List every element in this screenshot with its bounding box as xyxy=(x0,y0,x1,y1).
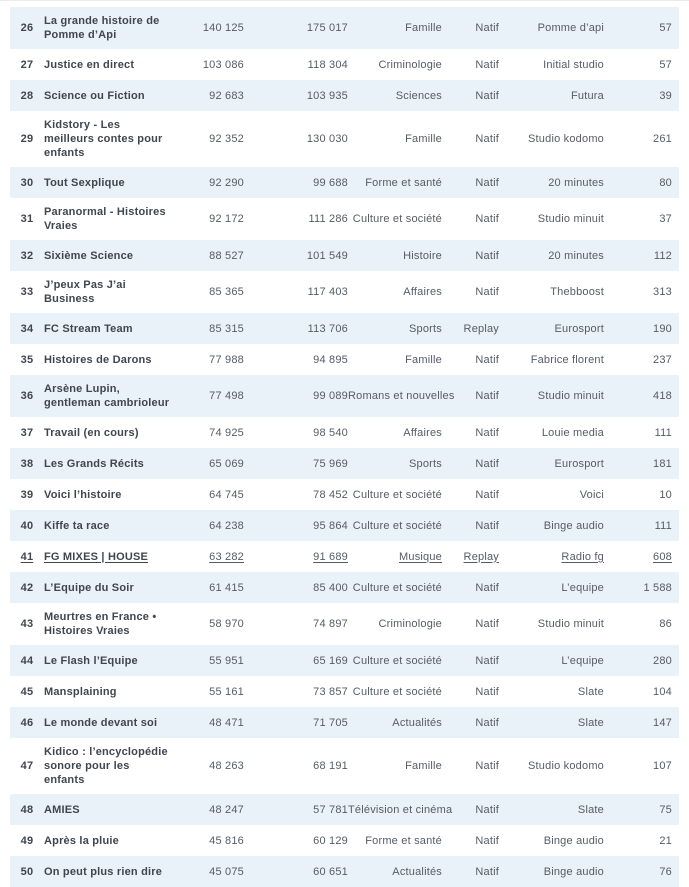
podcast-title-cell: AMIES xyxy=(44,803,80,816)
type-cell: Replay xyxy=(463,550,499,563)
podcast-title-cell: Kiffe ta race xyxy=(44,519,110,532)
publisher-cell: Studio minuit xyxy=(537,390,604,402)
count-cell: 280 xyxy=(653,654,672,667)
category-cell: Musique xyxy=(399,550,442,563)
value2-cell: 98 540 xyxy=(313,426,348,439)
type-cell: Natif xyxy=(475,286,499,298)
count-cell: 181 xyxy=(653,457,672,470)
publisher-cell: Louie media xyxy=(541,426,604,439)
podcast-title-cell: Arsène Lupin, gentleman cambrioleur xyxy=(44,383,170,409)
table-row[interactable] xyxy=(10,676,679,707)
count-cell: 111 xyxy=(654,426,672,439)
rank-cell: 46 xyxy=(20,716,34,729)
rank-cell: 31 xyxy=(20,213,34,225)
podcast-title-cell: J’peux Pas J’ai Business xyxy=(44,279,126,305)
rank-cell: 41 xyxy=(20,550,34,563)
podcast-title-cell: On peut plus rien dire xyxy=(44,865,163,878)
rank-cell: 27 xyxy=(20,58,34,71)
podcast-title-cell: Mansplaining xyxy=(44,685,117,698)
podcast-title-cell: Tout Sexplique xyxy=(44,176,125,189)
rank-cell: 47 xyxy=(20,760,34,772)
rank-cell: 29 xyxy=(20,133,34,145)
publisher-cell: Binge audio xyxy=(543,834,604,847)
value2-cell: 94 895 xyxy=(313,353,348,366)
podcast-title-cell: Science ou Fiction xyxy=(44,89,145,102)
podcast-title-cell: Kidstory - Les meilleurs contes pour enfants xyxy=(44,119,163,159)
value2-cell: 71 705 xyxy=(313,716,348,729)
count-cell: 80 xyxy=(659,176,672,189)
category-cell: Sciences xyxy=(395,89,442,102)
podcast-title-cell: Kidico : l’encyclopédie sonore pour les enfants xyxy=(44,746,168,786)
table-row[interactable] xyxy=(10,603,679,645)
category-cell: Famille xyxy=(405,22,442,34)
value1-cell: 64 745 xyxy=(209,488,244,501)
publisher-cell: 20 minutes xyxy=(548,249,604,262)
table-row[interactable] xyxy=(10,240,679,271)
value2-cell: 118 304 xyxy=(307,58,348,71)
count-cell: 76 xyxy=(659,865,672,878)
type-cell: Natif xyxy=(475,176,499,189)
table-row[interactable] xyxy=(10,111,679,167)
rank-cell: 26 xyxy=(20,22,34,34)
value2-cell: 113 706 xyxy=(307,322,348,335)
podcast-title-cell: Histoires de Darons xyxy=(44,353,152,366)
count-cell: 39 xyxy=(659,89,672,102)
count-cell: 190 xyxy=(653,322,672,335)
table-row[interactable] xyxy=(10,856,679,887)
value1-cell: 58 970 xyxy=(209,618,244,630)
table-row[interactable] xyxy=(10,707,679,738)
podcast-title-cell: Voici l’histoire xyxy=(44,488,122,501)
value2-cell: 60 129 xyxy=(313,834,348,847)
value2-cell: 99 089 xyxy=(313,390,348,402)
table-row[interactable] xyxy=(10,794,679,825)
table-row[interactable] xyxy=(10,825,679,856)
count-cell: 261 xyxy=(653,133,672,145)
category-cell: Télévision et cinéma xyxy=(348,803,453,816)
publisher-cell: Slate xyxy=(577,685,604,698)
rank-cell: 36 xyxy=(20,390,34,402)
category-cell: Criminologie xyxy=(378,618,442,630)
publisher-cell: L’equipe xyxy=(561,581,604,594)
category-cell: Culture et société xyxy=(352,654,442,667)
type-cell: Natif xyxy=(475,457,499,470)
publisher-cell: Eurosport xyxy=(554,322,604,335)
podcast-title-cell: La grande histoire de Pomme d’Api xyxy=(44,15,160,41)
count-cell: 237 xyxy=(653,353,672,366)
type-cell: Natif xyxy=(475,58,499,71)
type-cell: Natif xyxy=(475,519,499,532)
type-cell: Natif xyxy=(475,685,499,698)
count-cell: 57 xyxy=(659,58,672,71)
value1-cell: 77 988 xyxy=(209,353,244,366)
value1-cell: 92 290 xyxy=(209,176,244,189)
count-cell: 1 588 xyxy=(643,581,672,594)
category-cell: Sports xyxy=(409,322,442,335)
category-cell: Actualités xyxy=(392,716,442,729)
table-row[interactable] xyxy=(10,198,679,240)
value2-cell: 78 452 xyxy=(313,488,348,501)
publisher-cell: 20 minutes xyxy=(548,176,604,189)
table-row[interactable] xyxy=(10,645,679,676)
count-cell: 313 xyxy=(653,286,672,298)
type-cell: Natif xyxy=(475,22,499,34)
value2-cell: 68 191 xyxy=(313,760,348,772)
rank-cell: 28 xyxy=(20,89,34,102)
podcast-title-cell: L’Equipe du Soir xyxy=(44,581,134,594)
type-cell: Natif xyxy=(475,249,499,262)
category-cell: Histoire xyxy=(403,249,442,262)
table-row[interactable] xyxy=(10,7,679,49)
count-cell: 418 xyxy=(653,390,672,402)
value1-cell: 85 315 xyxy=(209,322,244,335)
rank-cell: 44 xyxy=(20,654,34,667)
type-cell: Natif xyxy=(475,834,499,847)
podcast-title-cell: Le monde devant soi xyxy=(44,716,158,729)
category-cell: Romans et nouvelles xyxy=(348,390,455,402)
value2-cell: 73 857 xyxy=(313,685,348,698)
value2-cell: 75 969 xyxy=(313,457,348,470)
rank-cell: 30 xyxy=(20,176,34,189)
count-cell: 147 xyxy=(653,716,672,729)
value1-cell: 63 282 xyxy=(209,550,244,563)
value1-cell: 65 069 xyxy=(209,457,244,470)
podcast-ranking-table xyxy=(0,1,689,887)
rank-cell: 38 xyxy=(20,457,34,470)
value1-cell: 48 247 xyxy=(209,803,244,816)
podcast-title-cell: FC Stream Team xyxy=(44,322,133,335)
publisher-cell: Radio fg xyxy=(561,550,604,563)
value1-cell: 92 683 xyxy=(209,89,244,102)
value1-cell: 88 527 xyxy=(209,249,244,262)
type-cell: Natif xyxy=(475,488,499,501)
value2-cell: 60 651 xyxy=(313,865,348,878)
category-cell: Criminologie xyxy=(378,58,442,71)
count-cell: 608 xyxy=(653,550,672,563)
value1-cell: 103 086 xyxy=(202,58,244,71)
table-row[interactable] xyxy=(10,49,679,80)
count-cell: 107 xyxy=(653,760,672,772)
rank-cell: 39 xyxy=(20,488,34,501)
value2-cell: 130 030 xyxy=(306,133,348,145)
type-cell: Replay xyxy=(463,322,499,335)
category-cell: Famille xyxy=(405,133,442,145)
table-row[interactable] xyxy=(10,541,679,572)
value2-cell: 99 688 xyxy=(313,176,348,189)
publisher-cell: L’equipe xyxy=(561,654,604,667)
value2-cell: 103 935 xyxy=(306,89,348,102)
table-row[interactable] xyxy=(10,344,679,375)
count-cell: 75 xyxy=(659,803,672,816)
value1-cell: 48 263 xyxy=(209,760,244,772)
rank-cell: 50 xyxy=(20,865,34,878)
table-row[interactable] xyxy=(10,417,679,448)
table-row[interactable] xyxy=(10,167,679,198)
publisher-cell: Voici xyxy=(579,488,604,501)
type-cell: Natif xyxy=(475,865,499,878)
table-row[interactable] xyxy=(10,375,679,417)
value1-cell: 140 125 xyxy=(202,22,244,34)
publisher-cell: Slate xyxy=(577,803,604,816)
value1-cell: 85 365 xyxy=(209,286,244,298)
value2-cell: 65 169 xyxy=(313,654,348,667)
podcast-title-cell: Après la pluie xyxy=(44,834,119,847)
podcast-title-cell: Travail (en cours) xyxy=(44,426,139,439)
category-cell: Forme et santé xyxy=(365,834,442,847)
publisher-cell: Slate xyxy=(577,716,604,729)
publisher-cell: Studio minuit xyxy=(537,618,604,630)
publisher-cell: Studio kodomo xyxy=(528,133,604,145)
publisher-cell: Studio minuit xyxy=(537,213,604,225)
count-cell: 10 xyxy=(659,488,672,501)
count-cell: 57 xyxy=(659,22,672,34)
type-cell: Natif xyxy=(475,654,499,667)
category-cell: Culture et société xyxy=(352,519,442,532)
type-cell: Natif xyxy=(475,390,499,402)
value1-cell: 74 925 xyxy=(209,426,244,439)
rank-cell: 32 xyxy=(20,249,34,262)
type-cell: Natif xyxy=(475,581,499,594)
podcast-title-cell: Le Flash l’Equipe xyxy=(44,654,138,667)
value1-cell: 55 951 xyxy=(209,654,244,667)
rank-cell: 34 xyxy=(20,322,34,335)
rank-cell: 37 xyxy=(20,426,34,439)
table-row[interactable] xyxy=(10,448,679,479)
value2-cell: 85 400 xyxy=(313,581,348,594)
category-cell: Culture et société xyxy=(352,685,442,698)
category-cell: Famille xyxy=(405,353,442,366)
value1-cell: 64 238 xyxy=(209,519,244,532)
type-cell: Natif xyxy=(475,618,499,630)
category-cell: Affaires xyxy=(403,426,442,439)
value1-cell: 92 172 xyxy=(209,213,244,225)
rank-cell: 40 xyxy=(20,519,34,532)
rank-cell: 49 xyxy=(20,834,34,847)
type-cell: Natif xyxy=(475,213,499,225)
category-cell: Actualités xyxy=(392,865,442,878)
publisher-cell: Binge audio xyxy=(543,519,604,532)
count-cell: 86 xyxy=(659,618,672,630)
category-cell: Forme et santé xyxy=(365,176,442,189)
value2-cell: 117 403 xyxy=(307,286,348,298)
table-row[interactable] xyxy=(10,738,679,794)
publisher-cell: Futura xyxy=(571,89,604,102)
type-cell: Natif xyxy=(475,716,499,729)
rank-cell: 45 xyxy=(20,685,34,698)
value2-cell: 95 864 xyxy=(313,519,348,532)
value1-cell: 55 161 xyxy=(209,685,244,698)
count-cell: 104 xyxy=(653,685,672,698)
publisher-cell: Eurosport xyxy=(554,457,604,470)
type-cell: Natif xyxy=(475,89,499,102)
table-row[interactable] xyxy=(10,510,679,541)
value2-cell: 101 549 xyxy=(306,249,348,262)
category-cell: Culture et société xyxy=(352,581,442,594)
type-cell: Natif xyxy=(475,803,499,816)
value1-cell: 92 352 xyxy=(209,133,244,145)
podcast-title-cell: Justice en direct xyxy=(44,58,135,71)
type-cell: Natif xyxy=(475,760,499,772)
count-cell: 37 xyxy=(659,213,672,225)
podcast-title-cell: Les Grands Récits xyxy=(44,457,144,470)
value2-cell: 74 897 xyxy=(313,618,348,630)
value2-cell: 175 017 xyxy=(306,22,348,34)
value1-cell: 61 415 xyxy=(209,581,244,594)
table-row[interactable] xyxy=(10,479,679,510)
category-cell: Sports xyxy=(409,457,442,470)
type-cell: Natif xyxy=(475,133,499,145)
rank-cell: 43 xyxy=(20,618,34,630)
type-cell: Natif xyxy=(475,353,499,366)
count-cell: 21 xyxy=(659,834,672,847)
value1-cell: 48 471 xyxy=(209,716,244,729)
count-cell: 112 xyxy=(653,249,672,262)
podcast-title-cell: Sixième Science xyxy=(44,249,134,262)
publisher-cell: Fabrice florent xyxy=(530,353,604,366)
value1-cell: 77 498 xyxy=(209,390,244,402)
publisher-cell: Binge audio xyxy=(543,865,604,878)
publisher-cell: Thebboost xyxy=(550,286,604,298)
table-row[interactable] xyxy=(10,80,679,111)
value1-cell: 45 075 xyxy=(209,865,244,878)
table-row[interactable] xyxy=(10,313,679,344)
rank-cell: 48 xyxy=(20,803,34,816)
category-cell: Culture et société xyxy=(352,488,442,501)
publisher-cell: Initial studio xyxy=(543,58,604,71)
value2-cell: 91 689 xyxy=(313,550,348,563)
type-cell: Natif xyxy=(475,426,499,439)
category-cell: Famille xyxy=(405,760,442,772)
category-cell: Culture et société xyxy=(352,213,442,225)
value2-cell: 111 286 xyxy=(308,213,348,225)
value1-cell: 45 816 xyxy=(209,834,244,847)
podcast-title-cell: Paranormal - Histoires Vraies xyxy=(44,206,166,232)
publisher-cell: Pomme d’api xyxy=(537,22,604,34)
podcast-title-cell: FG MIXES | HOUSE xyxy=(44,550,149,563)
count-cell: 111 xyxy=(654,519,672,532)
table-row[interactable] xyxy=(10,572,679,603)
table-row[interactable] xyxy=(10,271,679,313)
publisher-cell: Studio kodomo xyxy=(528,760,604,772)
podcast-title-cell: Meurtres en France • Histoires Vraies xyxy=(44,611,157,637)
rank-cell: 33 xyxy=(20,286,34,298)
category-cell: Affaires xyxy=(403,286,442,298)
value2-cell: 57 781 xyxy=(313,803,348,816)
rank-cell: 35 xyxy=(20,353,34,366)
rank-cell: 42 xyxy=(20,581,34,594)
